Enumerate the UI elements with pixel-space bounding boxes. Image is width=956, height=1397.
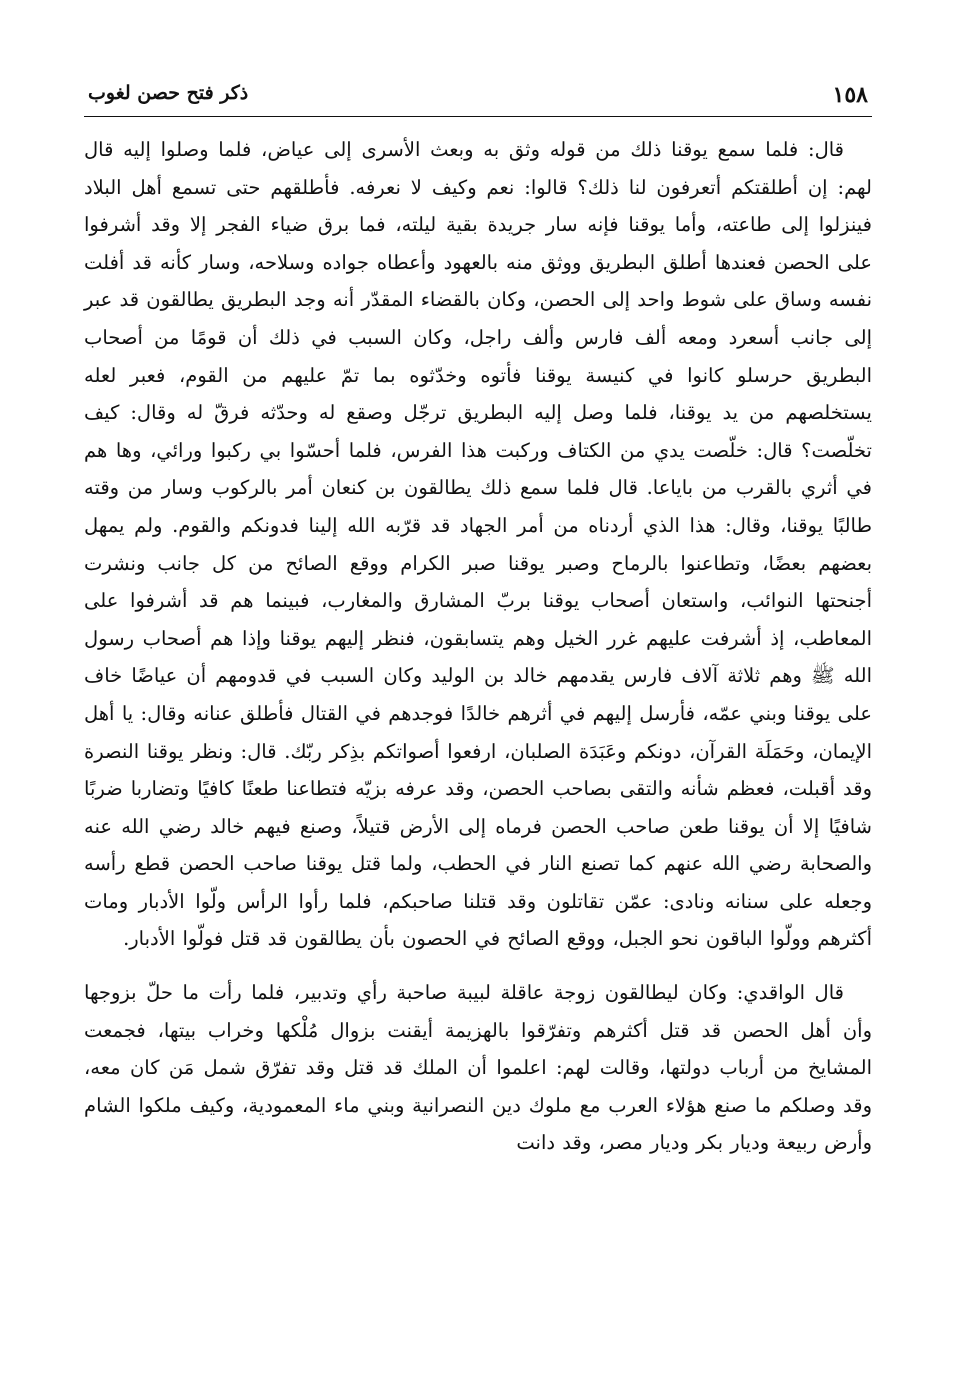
running-head: [84, 80, 872, 117]
body-text: [84, 131, 872, 1162]
chapter-title: ذكر فتح حصن لغوب: [88, 82, 249, 104]
page-number: ١٥٨: [832, 82, 868, 108]
book-page: [84, 80, 872, 1380]
paragraph: قال الواقدي: وكان ليطالقون زوجة عاقلة لبيبة صاحبة رأي وتدبير، فلما رأت ما حلّ بزوجها وأن أهل الحصن قد قتل أكثرهم وتفرّقوا بالهزيمة أيقنت بزوال مُلْكها وخراب بيتها، فجمعت المشايخ من أرباب دولتها، وقالت لهم: اعلموا أن الملك قد قتل وقد تفرّق شمل مَن كان معه، وقد وصلكم ما صنع هؤلاء العرب مع ملوك دين النصرانية وبني ماء المعمودية، وكيف ملكوا الشام وأرض ربيعة وديار بكر وديار مصر، وقد دانت: [84, 981, 872, 1155]
paragraph: قال: فلما سمع يوقنا ذلك من قوله وثق به وبعث الأسرى إلى عياض، فلما وصلوا إليه قال لهم: إن أطلقتكم أتعرفون لنا ذلك؟ قالوا: نعم وكيف لا نعرفه. فأطلقهم حتى تسمع أهل البلاد فينزلوا إلى طاعته، وأما يوقنا فإنه سار جريدة بقية ليلته، فما برق ضياء الفجر إلا وقد أشرفوا على الحصن فعندها أطلق البطريق ووثق منه بالعهود وأعطاه جواده وسلاحه، وسار كأنه قد أفلت نفسه وساق على شوط واحد إلى الحصن، وكان بالقضاء المقدّر أنه وجد البطريق يطالقون قد عبر إلى جانب أسعرد ومعه ألف فارس وألف راجل، وكان السبب في ذلك أن قومًا من أصحاب البطريق حرسلو كانوا في كنيسة يوقنا فأتوه وخدّثوه بما تمّ عليهم من القوم، فعبر لعله يستخلصهم من يد يوقنا، فلما وصل إليه البطريق ترجّل وصقع له وحدّثه فرقّ له وقال: كيف تخلّصت؟ قال: خلّصت يدي من الكتاف وركبت هذا الفرس، فلما أحسّوا بي ركبوا ورائي، وها هم في أثري بالقرب من باياعا. قال فلما سمع ذلك يطالقون بن كنعان أمر بالركوب وسار من وقته طالبًا يوقنا، وقال: هذا الذي أردناه من أمر الجهاد قد قرّبه الله إلينا فدونكم والقوم. ولم يمهل بعضهم بعضًا، وتطاعنوا بالرماح وصبر يوقنا صبر الكرام ووقع الصائح من كل جانب ونشرت أجنحتها النوائب، واستعان أصحاب يوقنا بربّ المشارق والمغارب، فبينما هم قد أشرفوا على المعاطب، إذ أشرفت عليهم غرر الخيل وهم يتسابقون، فنظر إليهم يوقنا وإذا هم أصحاب رسول الله ﷺ وهم ثلاثة آلاف فارس يقدمهم خالد بن الوليد وكان السبب في قدومهم أن عياضًا خاف على يوقنا وبني عمّه، فأرسل إليهم في أثرهم خالدًا فوجدهم في القتال فأطلق عنانه وقال: يا أهل الإيمان، وحَمَلَة القرآن، دونكم وعَبَدَة الصلبان، ارفعوا أصواتكم بذِكر ربّك. قال: ونظر يوقنا النصرة وقد أقبلت، فعظم شأنه والتقى بصاحب الحصن، وقد عرفه بزيّه فتطاعنا طعنًا كافيًا وتضاربا ضربًا شافيًا إلا أن يوقنا طعن صاحب الحصن فرماه إلى الأرض قتيلاً، وصنع فيهم خالد رضي الله عنه والصحابة رضي الله عنهم كما تصنع النار في الحطب، ولما قتل يوقنا صاحب الحصن قطع رأسه وجعله على سنانه ونادى: عمّن تقاتلون وقد قتلنا صاحبكم، فلما رأوا الرأس ولّوا الأدبار ومات أكثرهم وولّوا الباقون نحو الجبل، ووقع الصائح في الحصون بأن يطالقون قد قتل فولّوا الأدبار.: [84, 138, 872, 951]
